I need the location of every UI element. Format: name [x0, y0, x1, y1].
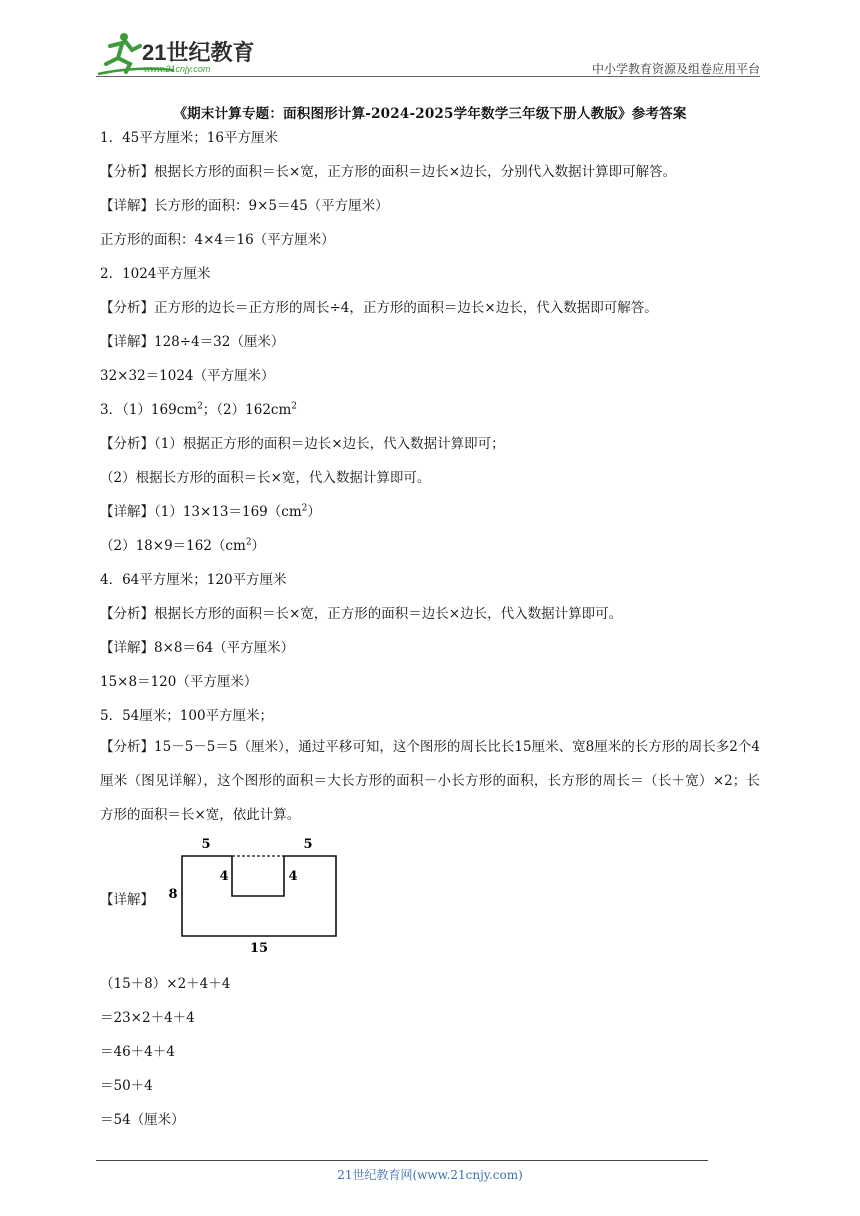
step-line: ＝46＋4＋4 — [100, 1044, 175, 1060]
header-divider — [96, 76, 760, 77]
answer-1-detail-2: 正方形的面积：4×4＝16（平方厘米） — [100, 232, 335, 248]
answer-2-analysis: 【分析】正方形的边长＝正方形的周长÷4，正方形的面积＝边长×边长，代入数据即可解答。 — [100, 300, 658, 316]
answer-3-head-part-1: 3．（1）169cm — [100, 402, 198, 418]
label-left-side: 8 — [168, 887, 178, 902]
logo-url: www.21cnjy.com — [144, 64, 211, 74]
answer-5-detail-label: 【详解】 — [100, 892, 154, 908]
label-top-right: 5 — [303, 837, 313, 852]
label-notch-right: 4 — [288, 869, 298, 884]
answer-5-head: 5．54厘米；100平方厘米； — [100, 708, 274, 724]
logo-text: 21世纪教育 — [142, 40, 255, 65]
superscript-2: 2 — [197, 401, 203, 412]
superscript-2: 2 — [301, 503, 308, 514]
answer-3-head — [100, 400, 297, 420]
notched-rectangle-figure — [160, 834, 350, 958]
step-line: （15＋8）×2＋4＋4 — [100, 976, 231, 992]
answer-5-analysis: 【分析】15－5－5＝5（厘米），通过平移可知，这个图形的周长比长15厘米、宽8厘米的长方形的周长多2个4厘米（图见详解），这个图形的面积＝大长方形的面积－小长方形的面积，长方形的周长＝（长＋宽）×2；长方形的面积＝长×宽，依此计算。 — [100, 739, 760, 823]
logo — [96, 30, 266, 76]
superscript-2: 2 — [245, 537, 252, 548]
answer-2-detail-2: 32×32＝1024（平方厘米） — [100, 368, 275, 384]
answer-3-detail-2 — [100, 536, 265, 556]
superscript-2: 2 — [291, 401, 297, 412]
answer-1-analysis: 【分析】根据长方形的面积＝长×宽，正方形的面积＝边长×边长，分别代入数据计算即可解答。 — [100, 164, 677, 180]
label-bottom: 15 — [249, 941, 269, 956]
answer-4-detail-2: 15×8＝120（平方厘米） — [100, 674, 258, 690]
answer-3-detail — [100, 502, 321, 522]
label-top-left: 5 — [201, 837, 211, 852]
answer-2-detail: 【详解】128÷4＝32（厘米） — [100, 334, 285, 350]
answer-3-analysis-2: （2）根据长方形的面积＝长×宽，代入数据计算即可。 — [100, 470, 431, 486]
site-title: 中小学教育资源及组卷应用平台 — [591, 62, 760, 76]
answer-1-head: 1．45平方厘米；16平方厘米 — [100, 130, 278, 146]
answer-3-detail-2-end: ） — [251, 538, 266, 554]
answer-1-detail: 【详解】长方形的面积：9×5＝45（平方厘米） — [100, 198, 389, 214]
step-line: ＝54（厘米） — [100, 1112, 185, 1128]
step-line: ＝23×2＋4＋4 — [100, 1010, 195, 1026]
answer-3-detail-2-part-1: （2）18×9＝162（cm — [100, 538, 246, 554]
answer-3-head-part-2: ；（2）162cm — [202, 402, 292, 418]
answer-4-detail: 【详解】8×8＝64（平方厘米） — [100, 640, 295, 656]
answer-4-analysis: 【分析】根据长方形的面积＝长×宽，正方形的面积＝边长×边长，代入数据计算即可。 — [100, 606, 623, 622]
answer-2-head: 2．1024平方厘米 — [100, 266, 211, 282]
answer-3-analysis: 【分析】（1）根据正方形的面积＝边长×边长，代入数据计算即可； — [100, 436, 505, 452]
figure-outline — [182, 856, 336, 936]
label-notch-left: 4 — [219, 869, 229, 884]
answer-4-head: 4．64平方厘米；120平方厘米 — [100, 572, 287, 588]
footer-divider — [96, 1160, 708, 1161]
answer-3-detail-end: ） — [307, 504, 321, 520]
document-title: 《期末计算专题：面积图形计算-2024-2025学年数学三年级下册人教版》参考答案 — [173, 106, 687, 122]
answer-3-detail-part-1: 【详解】（1）13×13＝169（cm — [100, 504, 302, 520]
footer-link[interactable]: 21世纪教育网(www.21cnjy.com) — [337, 1168, 523, 1182]
step-line: ＝50＋4 — [100, 1078, 153, 1094]
page-header — [96, 30, 760, 78]
